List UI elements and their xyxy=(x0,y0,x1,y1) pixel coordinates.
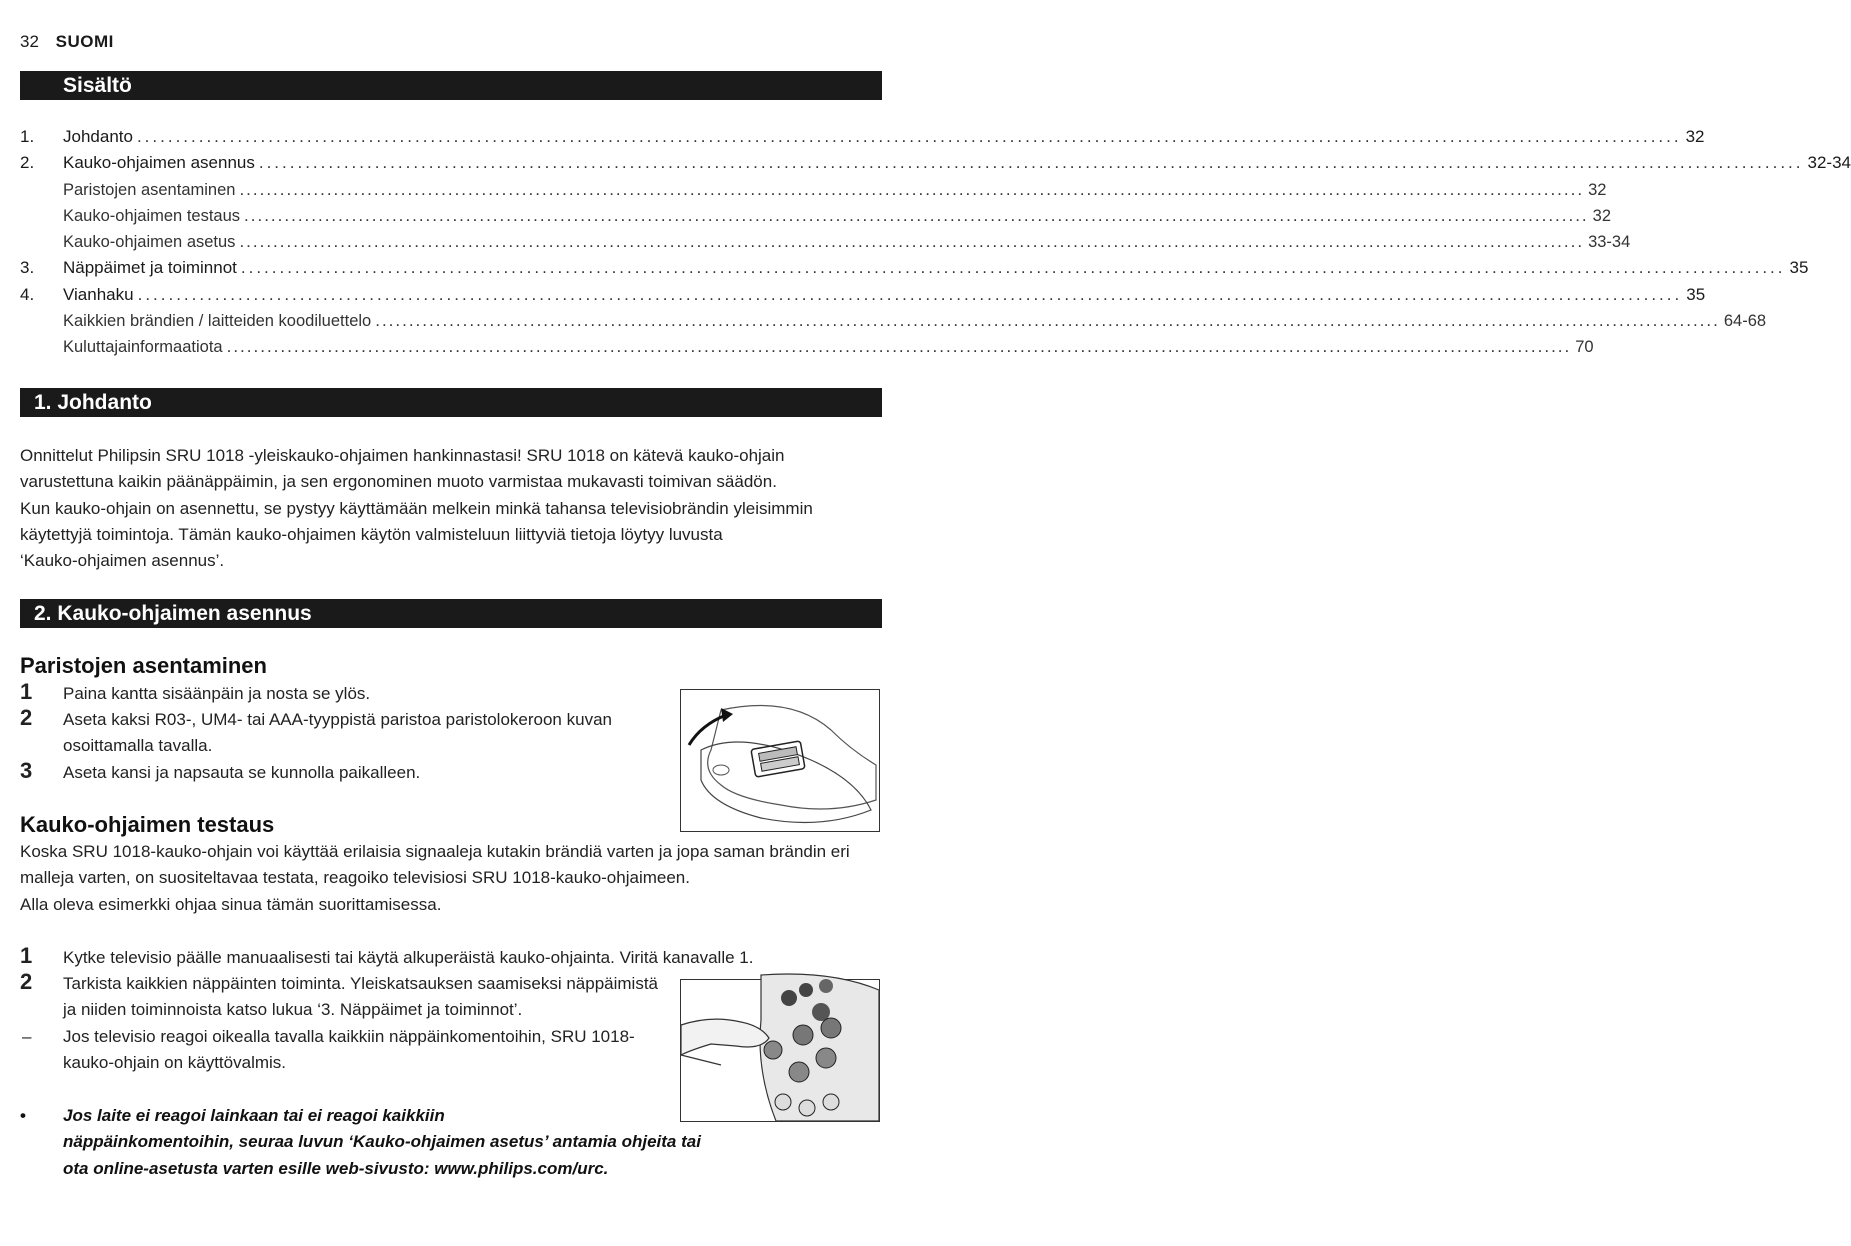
toc-entry xyxy=(20,232,1631,258)
toc-entry xyxy=(20,284,1706,311)
step-text: Aseta kansi ja napsauta se kunnolla paikalleen. xyxy=(63,763,421,782)
toc-entry-page: 35 xyxy=(1686,284,1706,304)
step-text: Paina kantta sisäänpäin ja nosta se ylös. xyxy=(63,684,371,703)
toc-entry-title: Paristojen asentaminen xyxy=(63,180,236,199)
language-label: SUOMI xyxy=(55,32,114,51)
toc-leader-dots: ........................................................................................................................................................................................................ xyxy=(239,179,1585,199)
note-bullet: • xyxy=(20,1106,26,1125)
remote-hand-illustration xyxy=(680,979,880,1122)
result-text: kauko-ohjain on käyttövalmis. xyxy=(63,1053,287,1073)
intro-line: varustettuna kaikin päänäppäimin, ja sen ergonominen muoto varmistaa mukavasti toimivan säädön. xyxy=(20,472,777,492)
step-number: 3 xyxy=(20,758,33,783)
step-number: 1 xyxy=(20,679,33,704)
toc-entry-page: 64-68 xyxy=(1723,312,1767,331)
testing-intro xyxy=(20,839,882,918)
toc-entry-title: Kaikkien brändien / laitteiden koodiluettelo xyxy=(63,312,372,331)
toc-entry xyxy=(20,153,1851,179)
testing-intro-line: malleja varten, on suositeltavaa testata, reagoiko televisiosi SRU 1018-kauko-ohjaimeen. xyxy=(20,868,690,888)
battery-step-2 xyxy=(20,707,660,760)
battery-heading: Paristojen asentaminen xyxy=(20,653,267,678)
step-text: Tarkista kaikkien näppäinten toiminta. Yleiskatsauksen saamiseksi näppäimistä xyxy=(63,974,658,993)
toc-leader-dots: ........................................................................................................................................................................................................ xyxy=(136,127,1682,146)
testing-intro-line: Alla oleva esimerkki ohjaa sinua tämän suorittamisessa. xyxy=(20,894,442,914)
step-number: 2 xyxy=(20,705,33,730)
toc-entry-page: 32 xyxy=(1685,127,1705,146)
note-line: näppäinkomentoihin, seuraa luvun ‘Kauko-ohjaimen asetus’ antamia ohjeita tai xyxy=(63,1132,701,1152)
toc-leader-dots: ........................................................................................................................................................................................................ xyxy=(244,205,1589,225)
intro-paragraph xyxy=(20,443,882,574)
dash-marker: – xyxy=(22,1027,32,1046)
toc-leader-dots: ........................................................................................................................................................................................................ xyxy=(258,153,1804,173)
page-number: 32 xyxy=(20,32,39,51)
step-text: ja niiden toiminnoista katso lukua ‘3. Näppäimet ja toiminnot’. xyxy=(63,1000,523,1020)
toc-leader-dots: ........................................................................................................................................................................................................ xyxy=(226,337,1572,357)
intro-line: ‘Kauko-ohjaimen asennus’. xyxy=(20,551,225,571)
toc-entry-page: 32 xyxy=(1588,180,1607,199)
toc-entry xyxy=(20,337,1594,363)
toc-entry xyxy=(20,311,1767,337)
testing-step-1 xyxy=(20,945,882,971)
toc-entry-page: 32 xyxy=(1592,206,1612,225)
section1-heading-bar: 1. Johdanto xyxy=(20,388,882,417)
toc-entry-page: 35 xyxy=(1789,258,1809,278)
page-header xyxy=(20,32,114,52)
toc-leader-dots: ........................................................................................................................................................................................................ xyxy=(240,258,1786,278)
toc-entry-title: Vianhaku xyxy=(63,284,134,304)
intro-line: Kun kauko-ohjain on asennettu, se pystyy käyttämään melkein minkä tahansa televisiobrändin yleisimmin xyxy=(20,498,813,518)
result-text: Jos televisio reagoi oikealla tavalla kaikkiin näppäinkomentoihin, SRU 1018- xyxy=(63,1027,635,1046)
toc-entry-title: Kauko-ohjaimen asennus xyxy=(63,153,255,173)
battery-step-1 xyxy=(20,681,660,707)
battery-illustration xyxy=(680,689,880,832)
toc-entry xyxy=(20,127,1705,153)
note-block xyxy=(20,1103,810,1182)
toc-entry xyxy=(20,179,1607,206)
toc-entry-title: Johdanto xyxy=(63,127,133,146)
remote-battery-icon xyxy=(681,690,879,831)
toc-entry-number: 1. xyxy=(20,127,35,146)
toc-leader-dots: ........................................................................................................................................................................................................ xyxy=(137,284,1683,304)
toc-entry-page: 70 xyxy=(1575,338,1594,357)
intro-line: Onnittelut Philipsin SRU 1018 -yleiskauko-ohjaimen hankinnastasi! SRU 1018 on kätevä kauko-ohjain xyxy=(20,446,785,465)
step-number: 1 xyxy=(20,943,33,968)
step-text: Aseta kaksi R03-, UM4- tai AAA-tyyppistä paristoa paristolokeroon kuvan xyxy=(63,710,612,729)
step-text: Kytke televisio päälle manuaalisesti tai käytä alkuperäistä kauko-ohjainta. Viritä kanavalle 1. xyxy=(63,948,754,967)
note-line: ota online-asetusta varten esille web-sivusto: www.philips.com/urc. xyxy=(63,1158,609,1178)
toc-leader-dots: ........................................................................................................................................................................................................ xyxy=(239,232,1585,252)
step-text: osoittamalla tavalla. xyxy=(63,736,213,756)
toc-entry-number: 2. xyxy=(20,153,35,173)
section2-heading-bar: 2. Kauko-ohjaimen asennus xyxy=(20,599,882,628)
toc-entry-number: 4. xyxy=(20,284,35,304)
toc-leader-dots: ........................................................................................................................................................................................................ xyxy=(375,311,1720,331)
battery-step-3 xyxy=(20,760,660,786)
toc-entry-number: 3. xyxy=(20,258,35,278)
toc-entry-page: 33-34 xyxy=(1588,233,1631,252)
toc-entry xyxy=(20,205,1612,232)
toc-entry xyxy=(20,258,1809,284)
toc-entry-page: 32-34 xyxy=(1807,153,1851,173)
intro-line: käytettyjä toimintoja. Tämän kauko-ohjaimen käytön valmisteluun liittyviä tietoja löytyy luvusta xyxy=(20,524,723,544)
table-of-contents xyxy=(20,127,1851,364)
toc-entry-title: Kuluttajainformaatiota xyxy=(63,338,223,357)
toc-entry-title: Kauko-ohjaimen testaus xyxy=(63,206,241,225)
testing-step-2 xyxy=(20,971,670,1024)
toc-entry-title: Näppäimet ja toiminnot xyxy=(63,258,237,278)
testing-heading: Kauko-ohjaimen testaus xyxy=(20,812,275,837)
remote-hand-icon xyxy=(681,980,879,1121)
toc-heading-bar: Sisältö xyxy=(20,71,882,100)
testing-intro-line: Koska SRU 1018-kauko-ohjain voi käyttää erilaisia signaaleja kutakin brändiä varten ja jopa saman brändin eri xyxy=(20,842,850,861)
note-line: Jos laite ei reagoi lainkaan tai ei reagoi kaikkiin xyxy=(63,1106,445,1125)
step-number: 2 xyxy=(20,969,33,994)
toc-entry-title: Kauko-ohjaimen asetus xyxy=(63,233,236,252)
testing-result xyxy=(20,1024,670,1077)
